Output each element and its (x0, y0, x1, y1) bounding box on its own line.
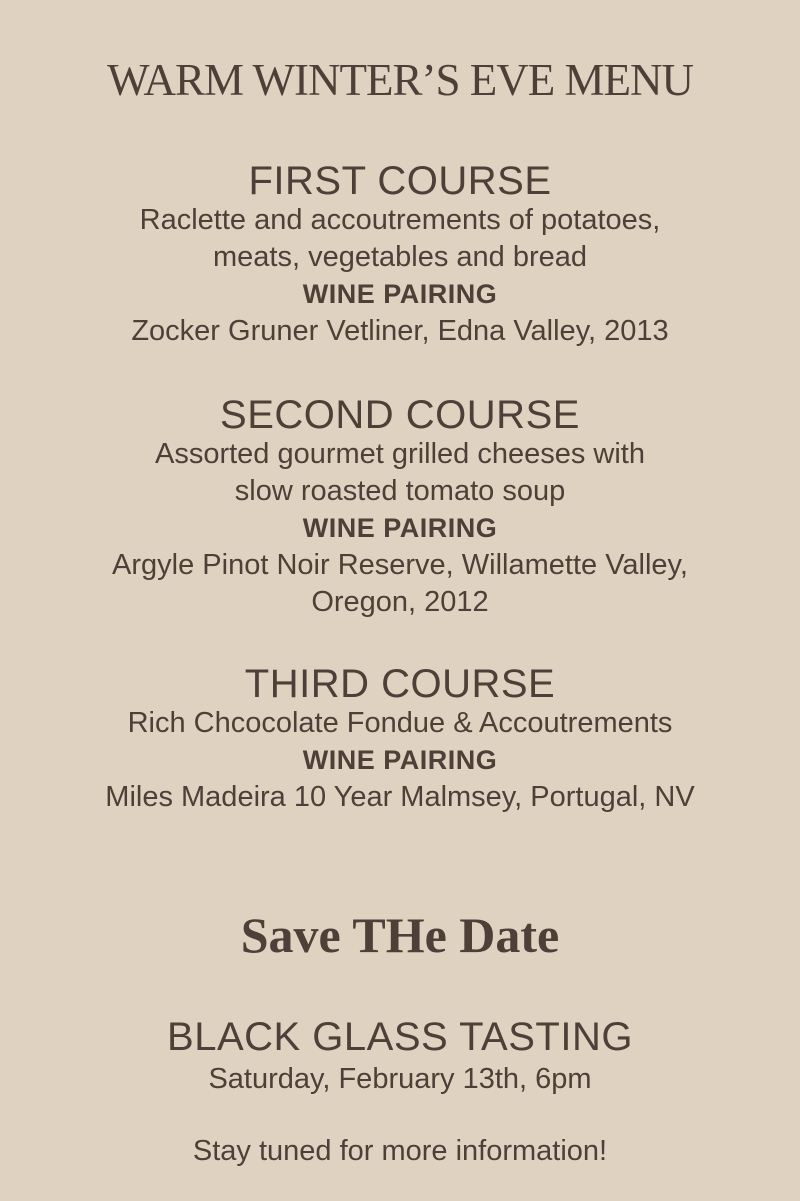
course-description-line: Raclette and accoutrements of potatoes, (139, 204, 661, 236)
course-description-line: Assorted gourmet grilled cheeses with (154, 438, 645, 470)
wine-pairing-label: WINE PAIRING (302, 279, 498, 309)
course-first (0, 160, 800, 350)
event-date: Saturday, February 13th, 6pm (208, 1063, 592, 1095)
course-description-line: meats, vegetables and bread (212, 241, 588, 273)
event-block (0, 1014, 800, 1098)
course-third (0, 663, 800, 816)
course-description-line: slow roasted tomato soup (234, 475, 566, 507)
wine-pairing-label: WINE PAIRING (302, 513, 498, 543)
course-title: FIRST COURSE (248, 159, 552, 203)
event-note: Stay tuned for more information! (192, 1135, 608, 1167)
menu-title: WARM WINTER’S EVE MENU (107, 55, 693, 105)
wine-pairing-label: WINE PAIRING (302, 745, 498, 775)
wine-line: Miles Madeira 10 Year Malmsey, Portugal, NV (105, 781, 695, 813)
course-title: THIRD COURSE (244, 662, 556, 706)
course-description-line: Rich Chcocolate Fondue & Accoutrements (127, 707, 673, 739)
event-title: BLACK GLASS TASTING (167, 1015, 633, 1059)
wine-line: Oregon, 2012 (311, 586, 489, 618)
wine-line: Zocker Gruner Vetliner, Edna Valley, 2013 (131, 315, 669, 347)
course-title: SECOND COURSE (220, 393, 580, 437)
wine-line: Argyle Pinot Noir Reserve, Willamette Valley, (112, 549, 688, 581)
save-the-date-heading: Save THe Date (240, 907, 560, 963)
course-second (0, 394, 800, 621)
